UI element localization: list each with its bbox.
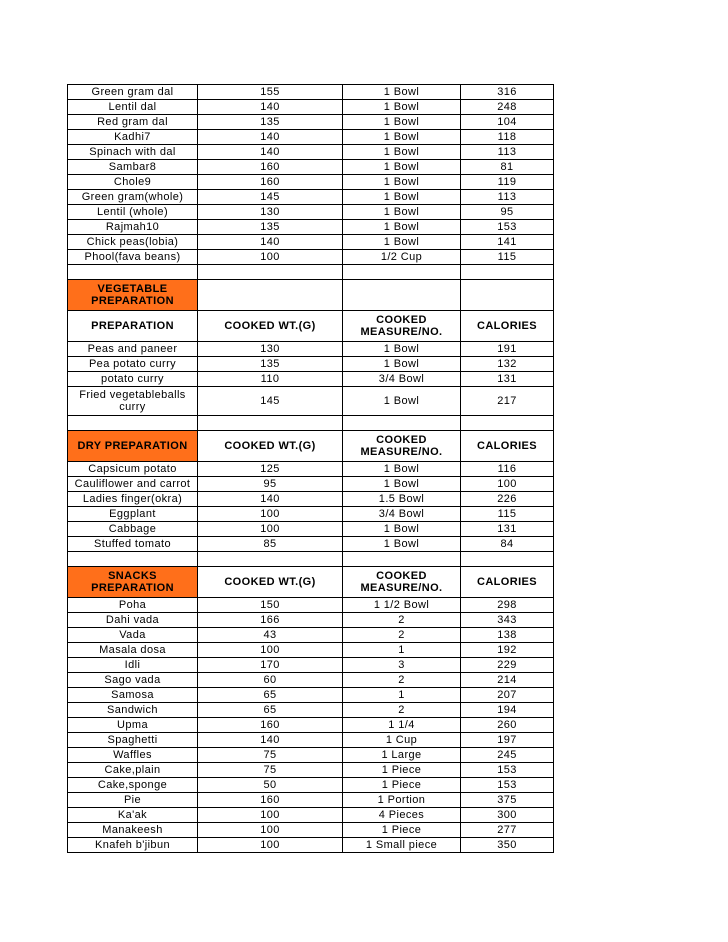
empty-cell (68, 265, 198, 280)
cooked-weight-cell: 140 (198, 130, 343, 145)
cooked-weight-cell: 125 (198, 462, 343, 477)
food-name-cell: Spinach with dal (68, 145, 198, 160)
cooked-measure-cell: 1 Bowl (343, 85, 461, 100)
calories-cell: 316 (461, 85, 554, 100)
empty-cell (198, 265, 343, 280)
food-name-cell: Upma (68, 718, 198, 733)
cooked-measure-cell: 1 Piece (343, 778, 461, 793)
cooked-weight-cell: 150 (198, 598, 343, 613)
cooked-measure-cell: 1 Portion (343, 793, 461, 808)
empty-cell (198, 416, 343, 431)
calories-cell: 113 (461, 145, 554, 160)
food-name-cell: Chick peas(lobia) (68, 235, 198, 250)
table-row (68, 507, 554, 522)
cooked-measure-cell: 3/4 Bowl (343, 507, 461, 522)
cooked-measure-cell: 1/2 Cup (343, 250, 461, 265)
calories-cell: 191 (461, 342, 554, 357)
table-row (68, 748, 554, 763)
cooked-measure-cell: 1 Bowl (343, 537, 461, 552)
cooked-measure-cell: 1 Bowl (343, 522, 461, 537)
cooked-measure-cell: 1 Bowl (343, 205, 461, 220)
empty-cell (343, 416, 461, 431)
cooked-weight-cell: 155 (198, 85, 343, 100)
food-name-cell: Chole9 (68, 175, 198, 190)
cooked-weight-cell: 160 (198, 718, 343, 733)
calories-cell: 131 (461, 372, 554, 387)
cooked-weight-cell: 145 (198, 190, 343, 205)
spacer-row (68, 265, 554, 280)
food-name-cell: Fried vegetableballs curry (68, 387, 198, 416)
cooked-weight-cell: 135 (198, 115, 343, 130)
food-name-cell: Knafeh b'jibun (68, 838, 198, 853)
food-name-cell: Idli (68, 658, 198, 673)
food-name-cell: Peas and paneer (68, 342, 198, 357)
calories-cell: 192 (461, 643, 554, 658)
cooked-weight-cell: 135 (198, 357, 343, 372)
table-row (68, 115, 554, 130)
section-title: DRY PREPARATION (68, 431, 198, 462)
empty-cell (198, 280, 343, 311)
food-name-cell: Capsicum potato (68, 462, 198, 477)
calories-cell: 119 (461, 175, 554, 190)
food-name-cell: Pea potato curry (68, 357, 198, 372)
table-row (68, 823, 554, 838)
calories-cell: 248 (461, 100, 554, 115)
cooked-weight-cell: 100 (198, 808, 343, 823)
food-name-cell: Cauliflower and carrot (68, 477, 198, 492)
table-row (68, 145, 554, 160)
food-name-cell: Cabbage (68, 522, 198, 537)
empty-cell (461, 265, 554, 280)
calories-cell: 84 (461, 537, 554, 552)
cooked-weight-cell: 145 (198, 387, 343, 416)
food-name-cell: Sambar8 (68, 160, 198, 175)
column-header-calories: CALORIES (461, 567, 554, 598)
calorie-table (67, 84, 554, 853)
food-name-cell: potato curry (68, 372, 198, 387)
column-header-cooked-measure: COOKED MEASURE/NO. (343, 311, 461, 342)
cooked-weight-cell: 110 (198, 372, 343, 387)
calories-cell: 138 (461, 628, 554, 643)
calorie-table-body (68, 85, 554, 853)
calories-cell: 95 (461, 205, 554, 220)
food-name-cell: Manakeesh (68, 823, 198, 838)
food-name-cell: Eggplant (68, 507, 198, 522)
cooked-weight-cell: 65 (198, 688, 343, 703)
food-name-cell: Dahi vada (68, 613, 198, 628)
food-name-cell: Sago vada (68, 673, 198, 688)
cooked-measure-cell: 1 1/4 (343, 718, 461, 733)
table-row (68, 372, 554, 387)
calories-cell: 115 (461, 250, 554, 265)
table-row (68, 778, 554, 793)
cooked-measure-cell: 1 Cup (343, 733, 461, 748)
cooked-measure-cell: 1 Large (343, 748, 461, 763)
table-row (68, 793, 554, 808)
table-row (68, 703, 554, 718)
cooked-weight-cell: 100 (198, 507, 343, 522)
column-header-cooked-weight: COOKED WT.(G) (198, 311, 343, 342)
cooked-measure-cell: 1 Small piece (343, 838, 461, 853)
cooked-measure-cell: 1 Piece (343, 823, 461, 838)
cooked-weight-cell: 43 (198, 628, 343, 643)
calories-cell: 81 (461, 160, 554, 175)
spacer-row (68, 552, 554, 567)
table-row (68, 718, 554, 733)
calories-cell: 245 (461, 748, 554, 763)
empty-cell (461, 552, 554, 567)
calories-cell: 214 (461, 673, 554, 688)
food-name-cell: Waffles (68, 748, 198, 763)
food-name-cell: Rajmah10 (68, 220, 198, 235)
food-name-cell: Poha (68, 598, 198, 613)
column-header-row (68, 311, 554, 342)
food-name-cell: Kadhi7 (68, 130, 198, 145)
food-name-cell: Cake,sponge (68, 778, 198, 793)
cooked-measure-cell: 1 (343, 643, 461, 658)
food-name-cell: Green gram(whole) (68, 190, 198, 205)
calories-cell: 343 (461, 613, 554, 628)
calories-cell: 197 (461, 733, 554, 748)
cooked-weight-cell: 65 (198, 703, 343, 718)
table-row (68, 85, 554, 100)
food-name-cell: Red gram dal (68, 115, 198, 130)
food-name-cell: Vada (68, 628, 198, 643)
calories-cell: 277 (461, 823, 554, 838)
table-row (68, 613, 554, 628)
calories-cell: 104 (461, 115, 554, 130)
calories-cell: 375 (461, 793, 554, 808)
table-row (68, 522, 554, 537)
empty-cell (343, 265, 461, 280)
empty-cell (198, 552, 343, 567)
cooked-weight-cell: 140 (198, 235, 343, 250)
cooked-weight-cell: 140 (198, 145, 343, 160)
table-row (68, 733, 554, 748)
cooked-measure-cell: 1 Bowl (343, 220, 461, 235)
table-row (68, 462, 554, 477)
column-header-preparation: PREPARATION (68, 311, 198, 342)
calories-cell: 300 (461, 808, 554, 823)
table-row (68, 342, 554, 357)
table-row (68, 220, 554, 235)
cooked-weight-cell: 100 (198, 838, 343, 853)
calories-cell: 298 (461, 598, 554, 613)
calories-cell: 116 (461, 462, 554, 477)
cooked-measure-cell: 1 (343, 688, 461, 703)
calories-cell: 194 (461, 703, 554, 718)
food-name-cell: Ladies finger(okra) (68, 492, 198, 507)
calories-cell: 207 (461, 688, 554, 703)
cooked-measure-cell: 1 Bowl (343, 145, 461, 160)
cooked-measure-cell: 1.5 Bowl (343, 492, 461, 507)
column-header-calories: CALORIES (461, 311, 554, 342)
cooked-weight-cell: 75 (198, 748, 343, 763)
table-row (68, 763, 554, 778)
cooked-weight-cell: 130 (198, 342, 343, 357)
cooked-weight-cell: 100 (198, 522, 343, 537)
section-header-row (68, 567, 554, 598)
cooked-weight-cell: 160 (198, 160, 343, 175)
cooked-measure-cell: 1 Bowl (343, 175, 461, 190)
table-row (68, 175, 554, 190)
cooked-measure-cell: 1 Bowl (343, 235, 461, 250)
section-header-row (68, 431, 554, 462)
empty-cell (343, 280, 461, 311)
table-row (68, 628, 554, 643)
table-row (68, 250, 554, 265)
cooked-weight-cell: 135 (198, 220, 343, 235)
food-name-cell: Pie (68, 793, 198, 808)
table-row (68, 235, 554, 250)
column-header-cooked-measure: COOKED MEASURE/NO. (343, 567, 461, 598)
food-name-cell: Stuffed tomato (68, 537, 198, 552)
cooked-weight-cell: 140 (198, 100, 343, 115)
section-title: SNACKS PREPARATION (68, 567, 198, 598)
cooked-weight-cell: 130 (198, 205, 343, 220)
calories-cell: 115 (461, 507, 554, 522)
cooked-weight-cell: 95 (198, 477, 343, 492)
cooked-measure-cell: 1 Bowl (343, 190, 461, 205)
cooked-weight-cell: 60 (198, 673, 343, 688)
cooked-weight-cell: 160 (198, 793, 343, 808)
cooked-measure-cell: 1 Bowl (343, 100, 461, 115)
cooked-measure-cell: 1 Bowl (343, 357, 461, 372)
food-name-cell: Green gram dal (68, 85, 198, 100)
food-name-cell: Samosa (68, 688, 198, 703)
calories-cell: 153 (461, 220, 554, 235)
table-row (68, 205, 554, 220)
food-name-cell: Lentil dal (68, 100, 198, 115)
table-row (68, 190, 554, 205)
spacer-row (68, 416, 554, 431)
cooked-weight-cell: 100 (198, 823, 343, 838)
food-name-cell: Masala dosa (68, 643, 198, 658)
column-header-calories: CALORIES (461, 431, 554, 462)
table-row (68, 492, 554, 507)
table-row (68, 808, 554, 823)
cooked-measure-cell: 1 Bowl (343, 387, 461, 416)
cooked-weight-cell: 166 (198, 613, 343, 628)
table-row (68, 160, 554, 175)
cooked-measure-cell: 4 Pieces (343, 808, 461, 823)
calories-cell: 260 (461, 718, 554, 733)
cooked-weight-cell: 140 (198, 733, 343, 748)
cooked-measure-cell: 3 (343, 658, 461, 673)
empty-cell (461, 280, 554, 311)
empty-cell (343, 552, 461, 567)
cooked-weight-cell: 85 (198, 537, 343, 552)
table-row (68, 477, 554, 492)
table-row (68, 130, 554, 145)
table-row (68, 658, 554, 673)
column-header-cooked-weight: COOKED WT.(G) (198, 431, 343, 462)
cooked-measure-cell: 1 Piece (343, 763, 461, 778)
empty-cell (68, 552, 198, 567)
cooked-measure-cell: 2 (343, 628, 461, 643)
food-name-cell: Ka'ak (68, 808, 198, 823)
cooked-measure-cell: 1 Bowl (343, 462, 461, 477)
cooked-weight-cell: 140 (198, 492, 343, 507)
calories-cell: 131 (461, 522, 554, 537)
food-name-cell: Lentil (whole) (68, 205, 198, 220)
calories-cell: 350 (461, 838, 554, 853)
cooked-weight-cell: 50 (198, 778, 343, 793)
table-row (68, 643, 554, 658)
table-row (68, 688, 554, 703)
cooked-measure-cell: 2 (343, 613, 461, 628)
cooked-measure-cell: 1 1/2 Bowl (343, 598, 461, 613)
table-row (68, 537, 554, 552)
cooked-measure-cell: 1 Bowl (343, 342, 461, 357)
cooked-measure-cell: 3/4 Bowl (343, 372, 461, 387)
calories-cell: 100 (461, 477, 554, 492)
calories-cell: 226 (461, 492, 554, 507)
table-row (68, 838, 554, 853)
calories-cell: 113 (461, 190, 554, 205)
calories-cell: 141 (461, 235, 554, 250)
cooked-measure-cell: 2 (343, 673, 461, 688)
empty-cell (461, 416, 554, 431)
empty-cell (68, 416, 198, 431)
calories-cell: 217 (461, 387, 554, 416)
column-header-cooked-measure: COOKED MEASURE/NO. (343, 431, 461, 462)
food-name-cell: Cake,plain (68, 763, 198, 778)
cooked-measure-cell: 1 Bowl (343, 115, 461, 130)
cooked-measure-cell: 1 Bowl (343, 477, 461, 492)
calories-cell: 132 (461, 357, 554, 372)
table-row (68, 673, 554, 688)
table-row (68, 598, 554, 613)
table-row (68, 100, 554, 115)
food-name-cell: Phool(fava beans) (68, 250, 198, 265)
cooked-measure-cell: 2 (343, 703, 461, 718)
calories-cell: 229 (461, 658, 554, 673)
food-name-cell: Sandwich (68, 703, 198, 718)
food-name-cell: Spaghetti (68, 733, 198, 748)
calories-cell: 153 (461, 778, 554, 793)
table-row (68, 387, 554, 416)
table-row (68, 357, 554, 372)
column-header-cooked-weight: COOKED WT.(G) (198, 567, 343, 598)
cooked-weight-cell: 170 (198, 658, 343, 673)
calories-cell: 153 (461, 763, 554, 778)
section-title-row (68, 280, 554, 311)
cooked-weight-cell: 75 (198, 763, 343, 778)
section-title: VEGETABLE PREPARATION (68, 280, 198, 311)
cooked-weight-cell: 100 (198, 643, 343, 658)
cooked-measure-cell: 1 Bowl (343, 160, 461, 175)
cooked-measure-cell: 1 Bowl (343, 130, 461, 145)
cooked-weight-cell: 160 (198, 175, 343, 190)
cooked-weight-cell: 100 (198, 250, 343, 265)
calories-cell: 118 (461, 130, 554, 145)
